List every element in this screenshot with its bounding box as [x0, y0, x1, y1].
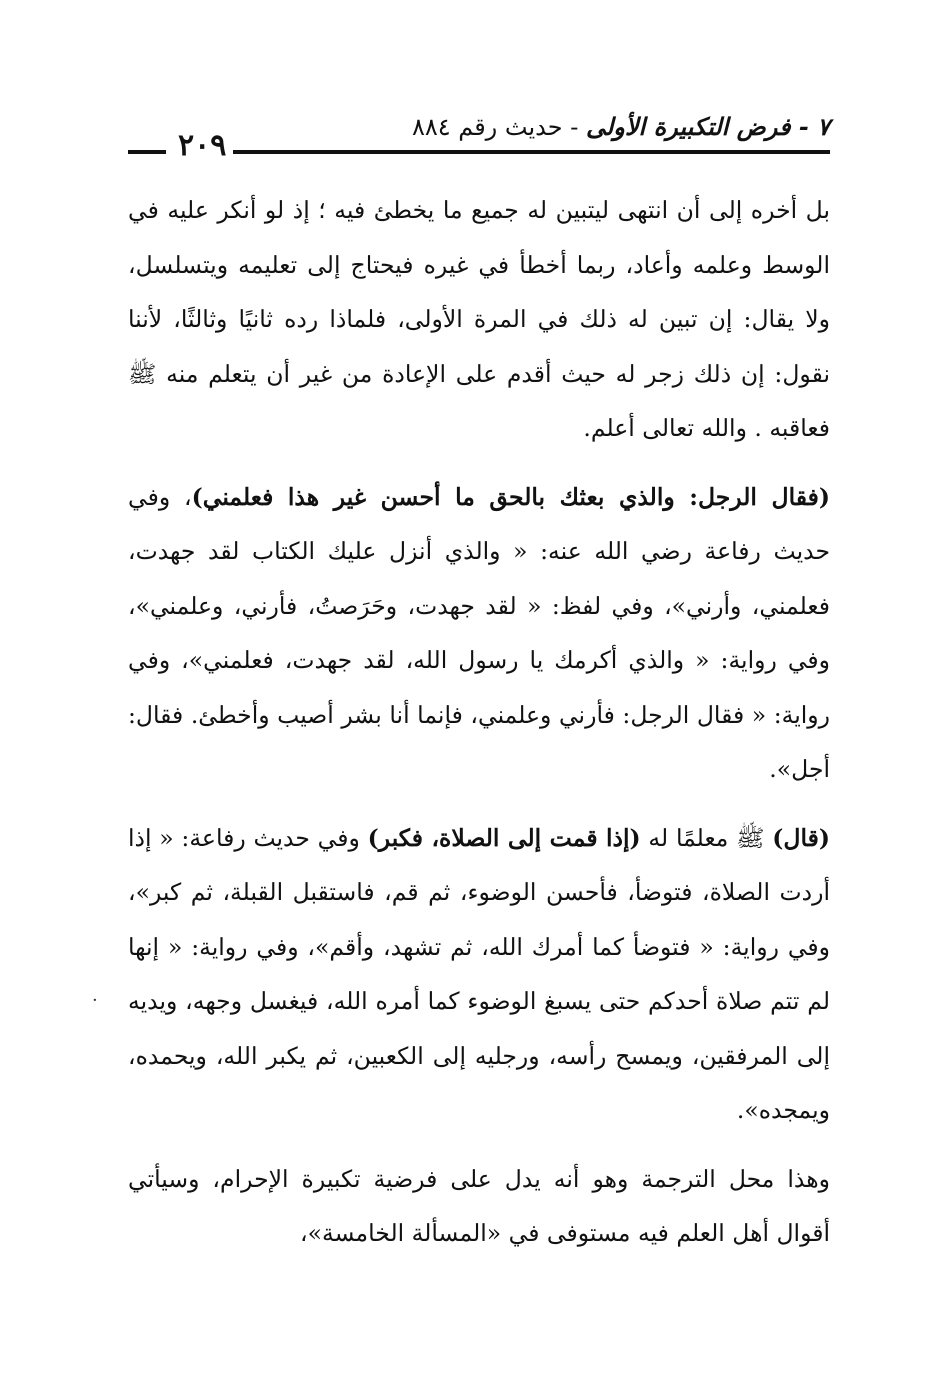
quoted-hadith-text: (قال) [772, 823, 831, 852]
page-number-dash [128, 150, 166, 154]
quoted-hadith-text: (فقال الرجل: والذي بعثك بالحق ما أحسن غير هذا فعلمني) [191, 482, 830, 511]
commentary-text: وهذا محل الترجمة وهو أنه يدل على فرضية تكبيرة الإحرام، وسيأتي أقوال أهل العلم فيه مستوفى في «المسألة الخامسة»، [128, 1164, 830, 1247]
chapter-heading [412, 112, 830, 141]
commentary-text: وفي حديث رفاعة: « إذا أردت الصلاة، فتوضأ، فأحسن الوضوء، ثم قم، فاستقبل القبلة، ثم كبر»، وفي رواية: « فتوضأ كما أمرك الله، ثم تشهد، وأقم»، وفي رواية: « إنها لم تتم صلاة أحدكم حتى يسبغ الوضوء كما أمره الله، فيغسل وجهه، ويديه إلى المرفقين، ويمسح رأسه، ورجليه إلى الكعبين، ثم يكبر الله، ويحمده، ويمجده». [128, 823, 830, 1124]
paragraph-1 [128, 183, 830, 456]
paragraph-2 [128, 470, 830, 797]
stray-print-mark: · [92, 990, 98, 1011]
line: يتعلم منه ﷺ فعاقبه . والله تعالى أعلم. [128, 359, 830, 442]
line: الوسط وعلمه وأعاد، ربما أخطأ في غيره فيحتاج إلى تعليمه [238, 250, 830, 279]
chapter-title: ٧ - فرض التكبيرة الأولى [585, 112, 830, 141]
page-number: ٢٠٩ [178, 128, 227, 163]
line: وثالثًا، لأننا نقول: إن ذلك زجر له حيث أقدم على الإعادة من غير أن [128, 305, 830, 388]
line: بل أخره إلى أن انتهى ليتبين له جميع ما يخطئ فيه ؛ إذ لو أنكر عليه في [128, 196, 830, 224]
running-header [128, 110, 830, 163]
quoted-hadith-text: (إذا قمت إلى الصلاة، فكبر) [367, 823, 641, 852]
hadith-reference: - حديث رقم ٨٨٤ [411, 113, 586, 141]
paragraph-3 [128, 811, 830, 1138]
paragraph-4 [128, 1152, 830, 1261]
line: ويتسلسل، ولا يقال: إن تبين له ذلك في المرة الأولى، فلماذا رده ثانيًا [128, 250, 830, 333]
commentary-text: ، وفي حديث رفاعة رضي الله عنه: « والذي أنزل عليك الكتاب لقد جهدت، فعلمني، وأرني»، وفي لفظ: « لقد جهدت، وحَرَصتُ، فأرني، وعلمني»، وفي رواية: « والذي أكرمك يا رسول الله، لقد جهدت، فعلمني»، وفي رواية: « فقال الرجل: فأرني وعلمني، فإنما أنا بشر أصيب وأخطئ. فقال: أجل». [128, 482, 830, 783]
body-text [128, 183, 830, 1261]
header-rule [233, 150, 830, 154]
commentary-text: ﷺ معلمًا له [640, 823, 773, 852]
